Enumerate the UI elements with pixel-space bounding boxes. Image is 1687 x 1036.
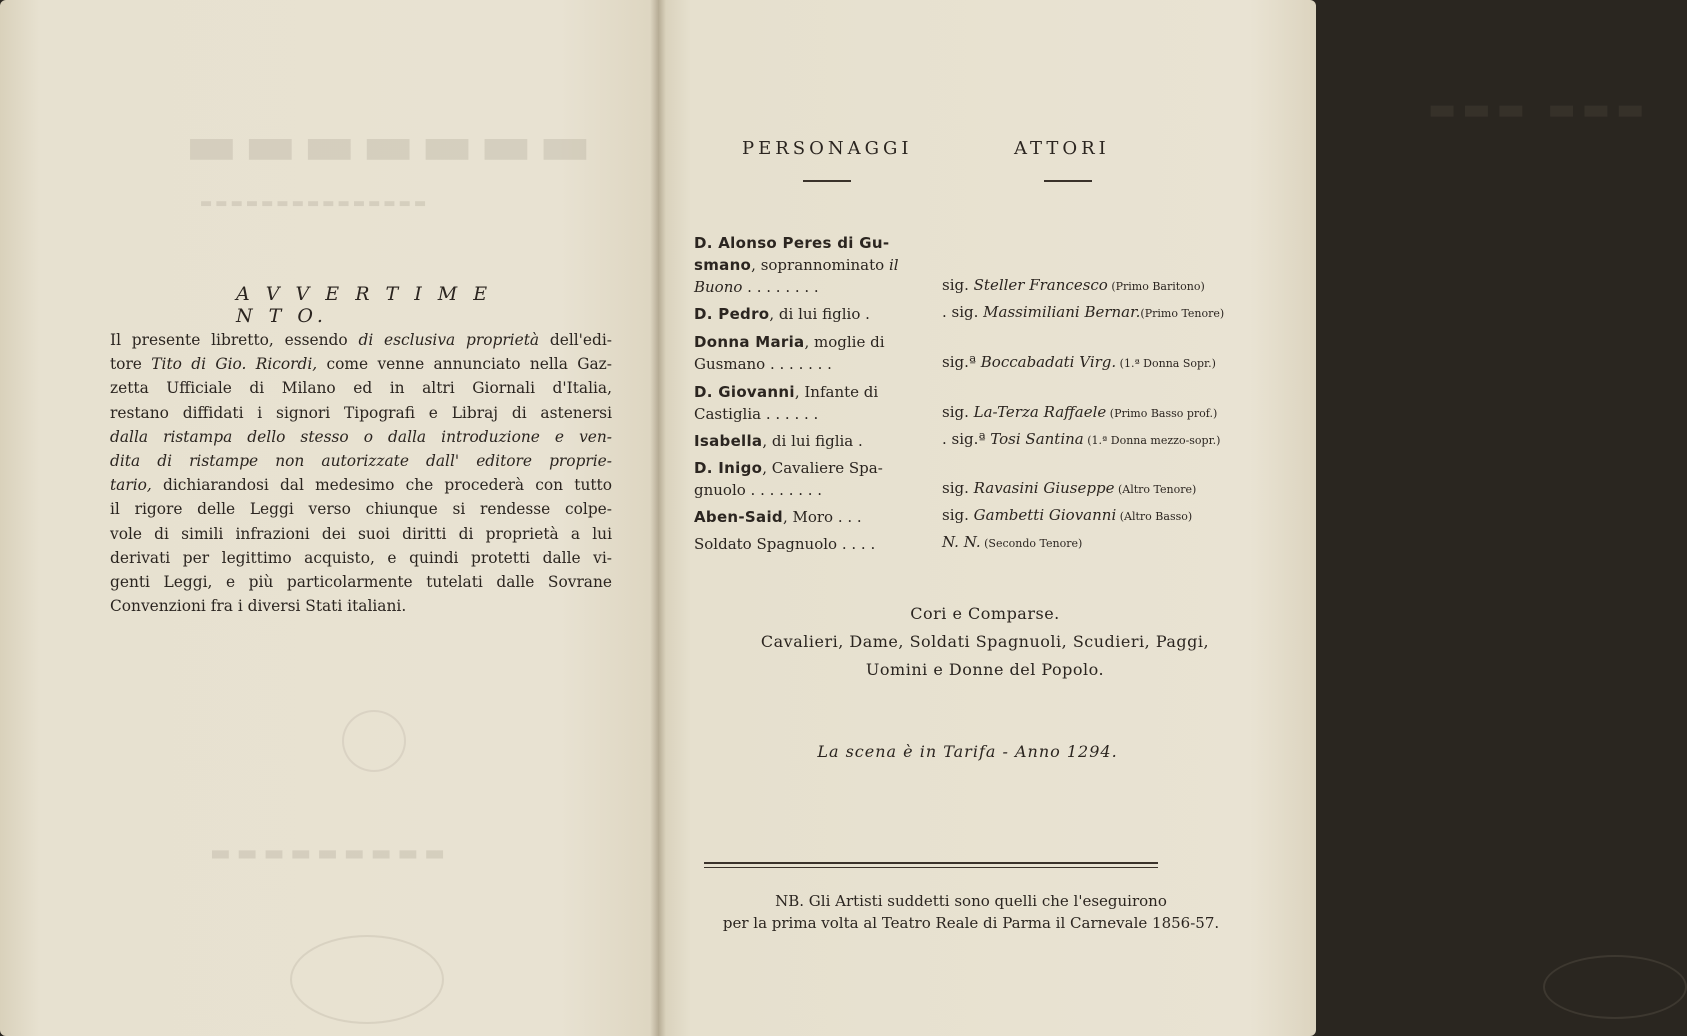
notice-line: [110, 522, 612, 546]
role-text: , di lui figlio .: [769, 305, 870, 323]
character-line: [694, 331, 938, 353]
role-name: D. Alonso Peres di Gu-: [694, 234, 890, 252]
blind-stamp-right: [1543, 955, 1687, 1019]
character-line: [694, 254, 938, 276]
blind-stamp-left: [290, 935, 444, 1024]
actor-name: [942, 301, 1224, 325]
role-name: D. Giovanni: [694, 383, 795, 401]
character-name: [694, 303, 938, 325]
notice-line: [110, 594, 612, 618]
crest-emblem-ghost: [342, 710, 406, 772]
bleed-through-publisher: ▬▬▬▬▬▬▬▬▬: [210, 840, 452, 866]
role-text: Castiglia . . . . . .: [694, 405, 819, 423]
notice-line: [110, 570, 612, 594]
voice-type: (1.ª Donna mezzo-sopr.): [1083, 434, 1221, 447]
voice-type: (Secondo Tenore): [980, 537, 1083, 550]
character-line: [694, 353, 938, 375]
notice-line: [110, 352, 612, 376]
notice-line: [110, 425, 612, 449]
column-heading-personaggi: PERSONAGGI: [742, 138, 913, 159]
footnote: [660, 890, 1282, 934]
notice-text: Convenzioni fra i diversi Stati italiani.: [110, 597, 407, 616]
notice-line: [110, 376, 612, 400]
chorus-line: Uomini e Donne del Popolo.: [865, 660, 1105, 679]
footnote-line-1: NB. Gli Artisti suddetti sono quelli che l'eseguirono: [775, 892, 1167, 910]
notice-text: zetta Ufficiale di Milano ed in altri Giornali d'Italia,: [110, 379, 612, 398]
actor-text: La-Terza Raffaele: [973, 403, 1107, 421]
notice-line: [110, 546, 612, 570]
actor-text: sig.: [942, 506, 974, 524]
character-line: [694, 430, 938, 452]
role-name: Donna Maria: [694, 333, 805, 351]
actor-name: [942, 428, 1220, 452]
role-text: , di lui figlia .: [762, 432, 863, 450]
role-text: , moglie di: [804, 333, 885, 351]
character-name: [694, 331, 938, 375]
voice-type: (Primo Basso prof.): [1106, 407, 1218, 420]
character-name: [694, 457, 938, 501]
chorus-line: Cavalieri, Dame, Soldati Spagnuoli, Scudieri, Paggi,: [760, 632, 1210, 651]
cast-row: [694, 232, 1214, 298]
role-text: Buono: [694, 278, 743, 296]
scene-setting: La scena è in Tarifa - Anno 1294.: [817, 742, 1118, 761]
notice-line: [110, 328, 612, 352]
role-text: , Cavaliere Spa-: [762, 459, 883, 477]
character-line: [694, 403, 938, 425]
actor-text: N. N.: [942, 533, 981, 551]
actor-text: Ravasini Giuseppe: [973, 479, 1115, 497]
bleed-through-title: ▬▬▬▬▬▬▬: [185, 112, 598, 178]
cast-list: [694, 232, 1225, 555]
role-text: Gusmano . . . . . . .: [694, 355, 832, 373]
notice-text: tario,: [110, 476, 152, 495]
column-heading-attori: ATTORI: [1014, 138, 1110, 159]
character-line: [694, 303, 938, 325]
character-line: [694, 232, 938, 254]
voice-type: (Altro Tenore): [1114, 483, 1197, 496]
notice-text: dita di ristampe non autorizzate dall' editore proprie-: [110, 452, 612, 471]
chorus-block: [660, 600, 1310, 684]
actor-name: [942, 477, 1196, 501]
role-name: D. Inigo: [694, 459, 763, 477]
notice-text: Tito di Gio. Ricordi,: [151, 355, 318, 374]
cast-row: [694, 331, 1214, 375]
role-text: , Moro . . .: [782, 508, 862, 526]
bleed-through-right: ▬▬▬ ▬▬▬: [1428, 92, 1651, 127]
role-text: il: [888, 256, 899, 274]
voice-type: (Primo Baritono): [1107, 280, 1205, 293]
role-name: smano: [694, 256, 752, 274]
actor-text: . sig.: [942, 303, 984, 321]
cast-row: [694, 381, 1218, 425]
character-line: [694, 276, 938, 298]
character-line: [694, 506, 938, 528]
role-text: . . . . . . . .: [742, 278, 819, 296]
actor-name: [942, 531, 1082, 555]
notice-body: [110, 328, 612, 618]
book-gutter: [650, 0, 666, 1036]
role-name: Isabella: [694, 432, 763, 450]
actor-text: Tosi Santina: [990, 430, 1084, 448]
notice-text: dalla ristampa dello stesso o dalla introduzione e ven-: [110, 427, 612, 446]
notice-text: il rigore delle Leggi verso chiunque si rendesse colpe-: [110, 500, 612, 519]
left-page: [0, 0, 658, 1036]
actor-text: Massimiliani Bernar.: [983, 303, 1141, 321]
bleed-through-subtitle: ▬▬▬▬▬▬▬▬▬▬▬▬▬▬▬: [200, 196, 430, 211]
cast-row: [694, 533, 1214, 555]
actor-name: [942, 351, 1216, 375]
voice-type: (1.ª Donna Sopr.): [1116, 357, 1216, 370]
notice-text: restano diffidati i signori Tipografi e Libraj di astenersi: [110, 403, 612, 422]
voice-type: (Altro Basso): [1116, 510, 1193, 523]
notice-text: Il presente libretto, essendo: [110, 331, 359, 349]
actor-text: Gambetti Giovanni: [973, 506, 1117, 524]
notice-text: vole di simili infrazioni dei suoi diritti di proprietà a lui: [110, 524, 612, 543]
heading-rule-attori: [1044, 180, 1092, 182]
actor-text: sig.: [942, 403, 974, 421]
actor-name: [942, 401, 1217, 425]
character-line: [694, 533, 938, 555]
actor-text: sig.: [942, 479, 974, 497]
role-text: , Infante di: [794, 383, 879, 401]
notice-text: genti Leggi, e più particolarmente tutelati dalle Sovrane: [110, 573, 612, 592]
actor-text: Steller Francesco: [973, 276, 1108, 294]
role-text: gnuolo . . . . . . . .: [694, 481, 823, 499]
notice-text: come venne annunciato nella Gaz-: [317, 355, 612, 374]
cast-row: [694, 430, 1221, 452]
notice-line: [110, 497, 612, 521]
role-text: , soprannominato: [751, 256, 889, 274]
cast-row: [694, 457, 1214, 501]
actor-text: sig.: [942, 276, 974, 294]
notice-line: [110, 401, 612, 425]
role-name: D. Pedro: [694, 305, 770, 323]
character-line: [694, 381, 938, 403]
role-name: Aben-Said: [694, 508, 783, 526]
notice-text: dell'edi-: [539, 331, 612, 349]
cast-row: [694, 506, 1214, 528]
character-line: [694, 457, 938, 479]
actor-text: Boccabadati Virg.: [980, 353, 1117, 371]
character-line: [694, 479, 938, 501]
actor-text: . sig.ª: [942, 430, 991, 448]
heading-rule-personaggi: [803, 180, 851, 182]
role-text: Soldato Spagnuolo . . . .: [694, 535, 876, 553]
notice-line: [110, 473, 612, 497]
double-rule-divider: [704, 862, 1158, 868]
footnote-line-2: per la prima volta al Teatro Reale di Parma il Carnevale 1856-57.: [722, 914, 1220, 932]
actor-name: [942, 274, 1205, 298]
cast-row: [694, 303, 1225, 325]
notice-line: [110, 449, 612, 473]
character-name: [694, 533, 938, 555]
notice-text: dichiarandosi dal medesimo che procederà con tutto: [151, 476, 612, 495]
chorus-line: Cori e Comparse.: [910, 604, 1060, 623]
actor-name: [942, 504, 1192, 528]
notice-text: tore: [110, 355, 152, 374]
notice-text: derivati per legittimo acquisto, e quindi protetti dalle vi-: [110, 548, 612, 567]
character-name: [694, 232, 938, 298]
notice-heading: A V V E R T I M E N T O.: [236, 283, 493, 327]
character-name: [694, 430, 938, 452]
character-name: [694, 381, 938, 425]
notice-text: di esclusiva proprietà: [358, 331, 540, 349]
voice-type: (Primo Tenore): [1140, 307, 1225, 320]
actor-text: sig.ª: [942, 353, 981, 371]
character-name: [694, 506, 938, 528]
